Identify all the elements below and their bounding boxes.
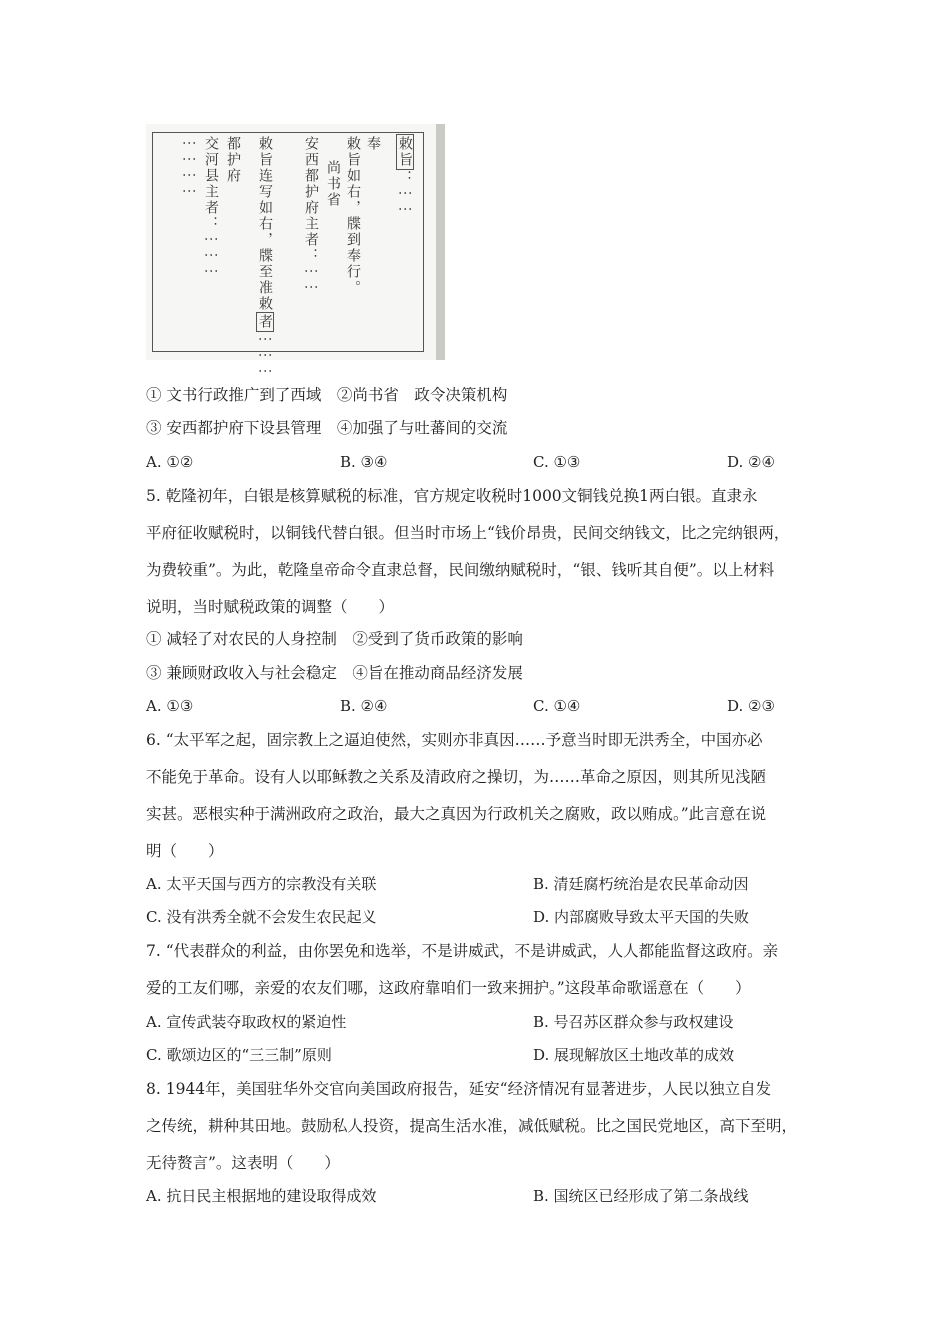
- q6-stem-line-2: 不能免于革命。设有人以耶稣教之关系及清政府之操切，为……革命之原因，则其所见浅陋: [146, 768, 767, 786]
- q4-option-d: D. ②④: [727, 453, 775, 471]
- q5-option-c: C. ①④: [533, 697, 581, 715]
- doc-column-4: 尚书省: [325, 160, 341, 208]
- q8-stem-line-3: 无待赘言”。这表明（ ）: [146, 1154, 340, 1172]
- q5-stem-line-1: 5. 乾隆初年，白银是核算赋税的标准，官方规定收税时1000文铜钱兑换1两白银。直隶永: [146, 487, 758, 505]
- doc-column-2: 敕旨如右，牒到奉行。: [345, 136, 361, 296]
- doc-column-1: 敕旨：⋮⋮: [397, 136, 413, 218]
- q6-stem-line-1: 6. “太平军之起，固宗教上之逼迫使然，实则亦非真因……予意当时即无洪秀全，中国亦必: [146, 731, 763, 749]
- q4-option-c: C. ①③: [533, 453, 581, 471]
- q6-stem-line-4: 明（ ）: [146, 842, 224, 860]
- doc-column-5: 安西都护府主者：⋮⋮: [303, 136, 319, 296]
- q7-stem-line-1: 7. “代表群众的利益，由你罢免和选举，不是讲威武，不是讲威武，人人都能监督这政府。亲: [146, 942, 779, 960]
- q5-item-2: ③ 兼顾财政收入与社会稳定 ④旨在推动商品经济发展: [146, 664, 523, 682]
- document-image: [146, 124, 445, 380]
- q4-option-a: A. ①②: [146, 453, 194, 471]
- q5-stem-line-4: 说明，当时赋税政策的调整（ ）: [146, 598, 395, 616]
- doc-column-6: 敕旨连写如右，牒至准敕者⋮⋮⋮: [257, 136, 273, 380]
- q7-option-b: B. 号召苏区群众参与政权建设: [533, 1013, 734, 1031]
- q5-option-b: B. ②④: [340, 697, 388, 715]
- q6-option-b: B. 清廷腐朽统治是农民革命动因: [533, 875, 749, 893]
- q6-option-a: A. 太平天国与西方的宗教没有关联: [146, 875, 377, 893]
- doc-column-9: ⋮⋮⋮⋮: [181, 136, 197, 200]
- q5-option-a: A. ①③: [146, 697, 194, 715]
- q5-stem-line-3: 为费较重”。为此，乾隆皇帝命令直隶总督，民间缴纳赋税时，“银、钱听其自便”。以上材料: [146, 561, 775, 579]
- q6-stem-line-3: 实甚。恶根实种于满洲政府之政治，最大之真因为行政机关之腐败，政以贿成。”此言意在说: [146, 805, 767, 823]
- q7-option-d: D. 展现解放区土地改革的成效: [533, 1046, 735, 1064]
- q7-option-a: A. 宣传武装夺取政权的紧迫性: [146, 1013, 347, 1031]
- q5-stem-line-2: 平府征收赋税时，以铜钱代替白银。但当时市场上“钱价昂贵，民间交纳钱文，比之完纳银两，: [146, 524, 790, 542]
- q4-item-2: ③ 安西都护府下设县管理 ④加强了与吐蕃间的交流: [146, 419, 508, 437]
- q4-option-b: B. ③④: [340, 453, 388, 471]
- doc-column-7: 都护府: [225, 136, 241, 184]
- q8-stem-line-1: 8. 1944年，美国驻华外交官向美国政府报告，延安“经济情况有显著进步，人民以独立自发: [146, 1080, 772, 1098]
- q4-item-1: ① 文书行政推广到了西域 ②尚书省 政令决策机构: [146, 386, 508, 404]
- q6-option-d: D. 内部腐败导致太平天国的失败: [533, 908, 750, 926]
- q8-option-b: B. 国统区已经形成了第二条战线: [533, 1187, 749, 1205]
- doc-column-3: 奉: [365, 136, 381, 152]
- q7-option-c: C. 歌颂边区的“三三制”原则: [146, 1046, 332, 1064]
- q7-stem-line-2: 爱的工友们哪，亲爱的农友们哪，这政府靠咱们一致来拥护。”这段革命歌谣意在（ ）: [146, 979, 751, 997]
- q6-option-c: C. 没有洪秀全就不会发生农民起义: [146, 908, 377, 926]
- q5-item-1: ① 减轻了对农民的人身控制 ②受到了货币政策的影响: [146, 630, 523, 648]
- q8-option-a: A. 抗日民主根据地的建设取得成效: [146, 1187, 377, 1205]
- doc-column-8: 交河县主者：⋮⋮⋮: [203, 136, 219, 280]
- q8-stem-line-2: 之传统，耕种其田地。鼓励私人投资，提高生活水准，减低赋税。比之国民党地区，高下至明，: [146, 1117, 798, 1135]
- q5-option-d: D. ②③: [727, 697, 775, 715]
